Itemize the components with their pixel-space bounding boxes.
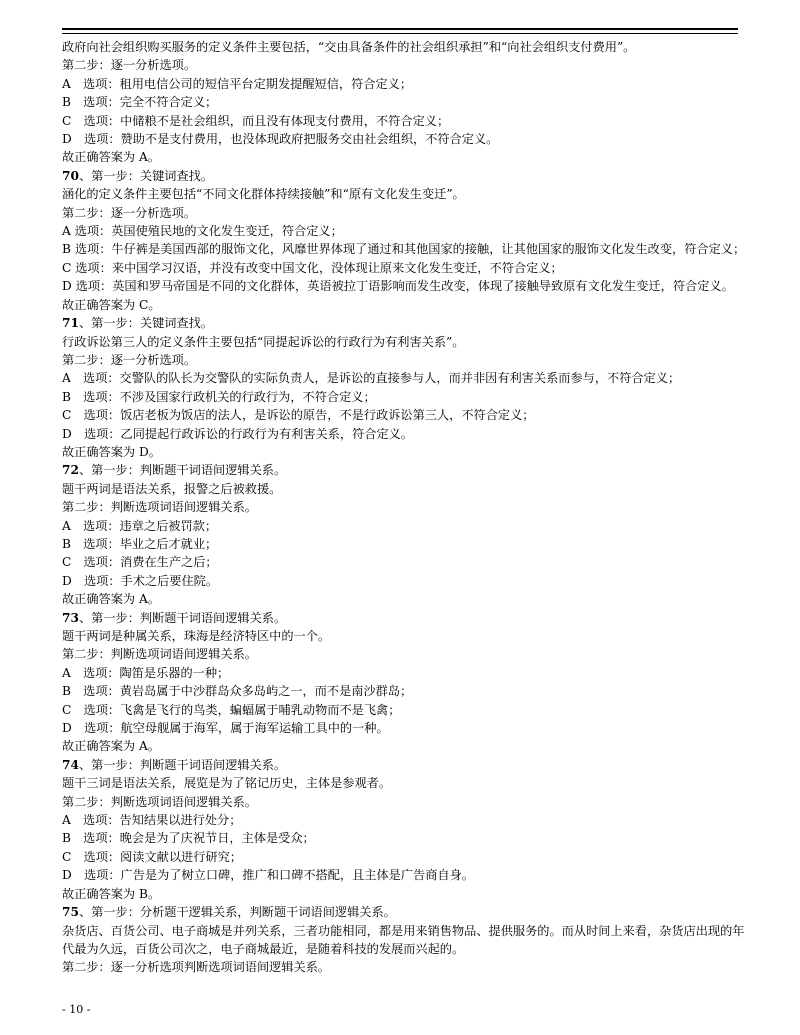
line-text: 行政诉讼第三人的定义条件主要包括“同提起诉讼的行政行为有利害关系”。: [62, 334, 465, 349]
line-text: 题干两词是语法关系，报警之后被救援。: [62, 481, 282, 496]
line-text: 故正确答案为 A。: [62, 592, 160, 607]
line-text: D 选项：英国和罗马帝国是不同的文化群体，英语被拉丁语影响而发生改变，体现了接触导致原有文化发生变迁，符合定义。: [62, 279, 734, 294]
line-text: B 选项：黄岩岛属于中沙群岛众多岛屿之一，而不是南沙群岛；: [62, 684, 413, 699]
text-line: [62, 535, 752, 553]
text-line: [62, 406, 752, 424]
question-number: 70: [62, 168, 79, 183]
line-text: C 选项：飞禽是飞行的鸟类，蝙蝠属于哺乳动物而不是飞禽；: [62, 702, 401, 717]
line-text: C 选项：阅读文献以进行研究；: [62, 849, 242, 864]
line-text: 涵化的定义条件主要包括“不同文化群体持续接触”和“原有文化发生变迁”。: [62, 187, 465, 202]
text-line: [62, 443, 752, 461]
text-line: [62, 333, 752, 351]
line-text: B 选项：不涉及国家行政机关的行政行为，不符合定义；: [62, 389, 376, 404]
line-text: B 选项：毕业之后才就业；: [62, 536, 218, 551]
text-line: [62, 38, 752, 56]
text-line: [62, 112, 752, 130]
line-text: D 选项：手术之后要住院。: [62, 573, 219, 588]
text-line: [62, 664, 752, 682]
text-line: [62, 553, 752, 571]
line-text: B 选项：牛仔裤是美国西部的服饰文化，风靡世界体现了通过和其他国家的接触，让其他国家的服饰文化发生改变，符合定义；: [62, 242, 746, 257]
text-line: [62, 130, 752, 148]
question-number: 74: [62, 757, 79, 772]
text-line: [62, 682, 752, 700]
text-line: [62, 56, 752, 74]
line-text: C 选项：饭店老板为饭店的法人，是诉讼的原告，不是行政诉讼第三人，不符合定义；: [62, 408, 535, 423]
line-text: 故正确答案为 D。: [62, 444, 161, 459]
text-line: [62, 277, 752, 295]
text-line: [62, 774, 752, 792]
line-text: 第二步：逐一分析选项判断选项词语间逻辑关系。: [62, 960, 331, 975]
line-text: A 选项：告知结果以进行处分；: [62, 813, 242, 828]
question-heading: [62, 461, 752, 479]
text-line: [62, 958, 752, 976]
line-text: D 选项：航空母舰属于海军，属于海军运输工具中的一种。: [62, 721, 389, 736]
line-text: 、第一步：关键词查找。: [78, 316, 214, 331]
question-heading: [62, 609, 752, 627]
line-text: 政府向社会组织购买服务的定义条件主要包括，“交由具备条件的社会组织承担”和“向社会组织支付费用”。: [62, 40, 636, 54]
line-text: 故正确答案为 A。: [62, 150, 160, 165]
text-line: [62, 517, 752, 535]
question-heading: [62, 756, 752, 774]
line-text: 杂货店、百货公司、电子商城是并列关系，三者功能相同，都是用来销售物品、提供服务的。而从时间上来看，杂货店出现的年代最为久远，百货公司次之，电子商城最近，是随着科技的发展而兴起的。: [62, 923, 745, 956]
question-number: 71: [62, 316, 79, 331]
text-line: [62, 848, 752, 866]
text-line: [62, 885, 752, 903]
line-text: A 选项：陶笛是乐器的一种；: [62, 665, 230, 680]
text-line: [62, 75, 752, 93]
text-line: [62, 480, 752, 498]
line-text: C 选项：中储粮不是社会组织，而且没有体现支付费用，不符合定义；: [62, 113, 450, 128]
text-line: [62, 737, 752, 755]
text-line: [62, 148, 752, 166]
text-line: [62, 701, 752, 719]
text-line: [62, 222, 752, 240]
header-rule-thin: [62, 33, 738, 34]
text-line: [62, 866, 752, 884]
question-heading: [62, 167, 752, 185]
line-text: A 选项：租用电信公司的短信平台定期发提醒短信，符合定义；: [62, 76, 413, 91]
text-line: [62, 829, 752, 847]
text-line: [62, 296, 752, 314]
line-text: D 选项：赞助不是支付费用，也没体现政府把服务交由社会组织，不符合定义。: [62, 132, 499, 147]
text-line: [62, 627, 752, 645]
text-line: [62, 811, 752, 829]
text-line: [62, 185, 752, 203]
text-line: [62, 425, 752, 443]
line-text: 、第一步：判断题干词语间逻辑关系。: [78, 610, 287, 625]
line-text: D 选项：广告是为了树立口碑，推广和口碑不搭配，且主体是广告商自身。: [62, 868, 474, 883]
text-line: [62, 719, 752, 737]
text-line: [62, 922, 752, 959]
text-line: [62, 572, 752, 590]
line-text: 题干三词是语法关系，展览是为了铭记历史，主体是参观者。: [62, 776, 392, 791]
text-line: [62, 388, 752, 406]
text-line: [62, 240, 752, 258]
line-text: 第二步：判断选项词语间逻辑关系。: [62, 500, 257, 515]
page-number: - 10 -: [62, 1003, 91, 1016]
line-text: D 选项：乙同提起行政诉讼的行政行为有利害关系，符合定义。: [62, 426, 414, 441]
text-line: [62, 498, 752, 516]
line-text: 、第一步：分析题干逻辑关系，判断题干词语间逻辑关系。: [78, 905, 396, 920]
text-line: [62, 369, 752, 387]
line-text: 、第一步：关键词查找。: [78, 168, 214, 183]
line-text: 、第一步：判断题干词语间逻辑关系。: [78, 463, 287, 478]
text-line: [62, 93, 752, 111]
line-text: A 选项：英国使殖民地的文化发生变迁，符合定义；: [62, 224, 343, 239]
line-text: A 选项：违章之后被罚款；: [62, 518, 218, 533]
header-rule-thick: [62, 28, 738, 30]
line-text: 故正确答案为 C。: [62, 297, 161, 312]
line-text: 第二步：逐一分析选项。: [62, 58, 197, 73]
text-line: [62, 590, 752, 608]
line-text: 第二步：逐一分析选项。: [62, 352, 197, 367]
line-text: 故正确答案为 B。: [62, 886, 161, 901]
line-text: 第二步：逐一分析选项。: [62, 205, 197, 220]
line-text: 故正确答案为 A。: [62, 739, 160, 754]
question-heading: [62, 314, 752, 332]
line-text: C 选项：来中国学习汉语，并没有改变中国文化，没体现让原来文化发生变迁，不符合定义；: [62, 260, 563, 275]
line-text: 第二步：判断选项词语间逻辑关系。: [62, 647, 257, 662]
question-number: 73: [62, 610, 79, 625]
text-line: [62, 351, 752, 369]
question-number: 72: [62, 463, 79, 478]
question-heading: [62, 903, 752, 921]
line-text: B 选项：晚会是为了庆祝节日，主体是受众；: [62, 831, 315, 846]
line-text: C 选项：消费在生产之后；: [62, 555, 218, 570]
document-body: [62, 38, 752, 977]
question-number: 75: [62, 905, 79, 920]
line-text: B 选项：完全不符合定义；: [62, 95, 218, 110]
text-line: [62, 204, 752, 222]
line-text: A 选项：交警队的队长为交警队的实际负责人，是诉讼的直接参与人，而并非因有利害关系而参与，不符合定义；: [62, 371, 681, 386]
text-line: [62, 645, 752, 663]
line-text: 第二步：判断选项词语间逻辑关系。: [62, 794, 257, 809]
text-line: [62, 793, 752, 811]
line-text: 题干两词是种属关系，珠海是经济特区中的一个。: [62, 629, 331, 643]
text-line: [62, 259, 752, 277]
line-text: 、第一步：判断题干词语间逻辑关系。: [78, 757, 287, 772]
